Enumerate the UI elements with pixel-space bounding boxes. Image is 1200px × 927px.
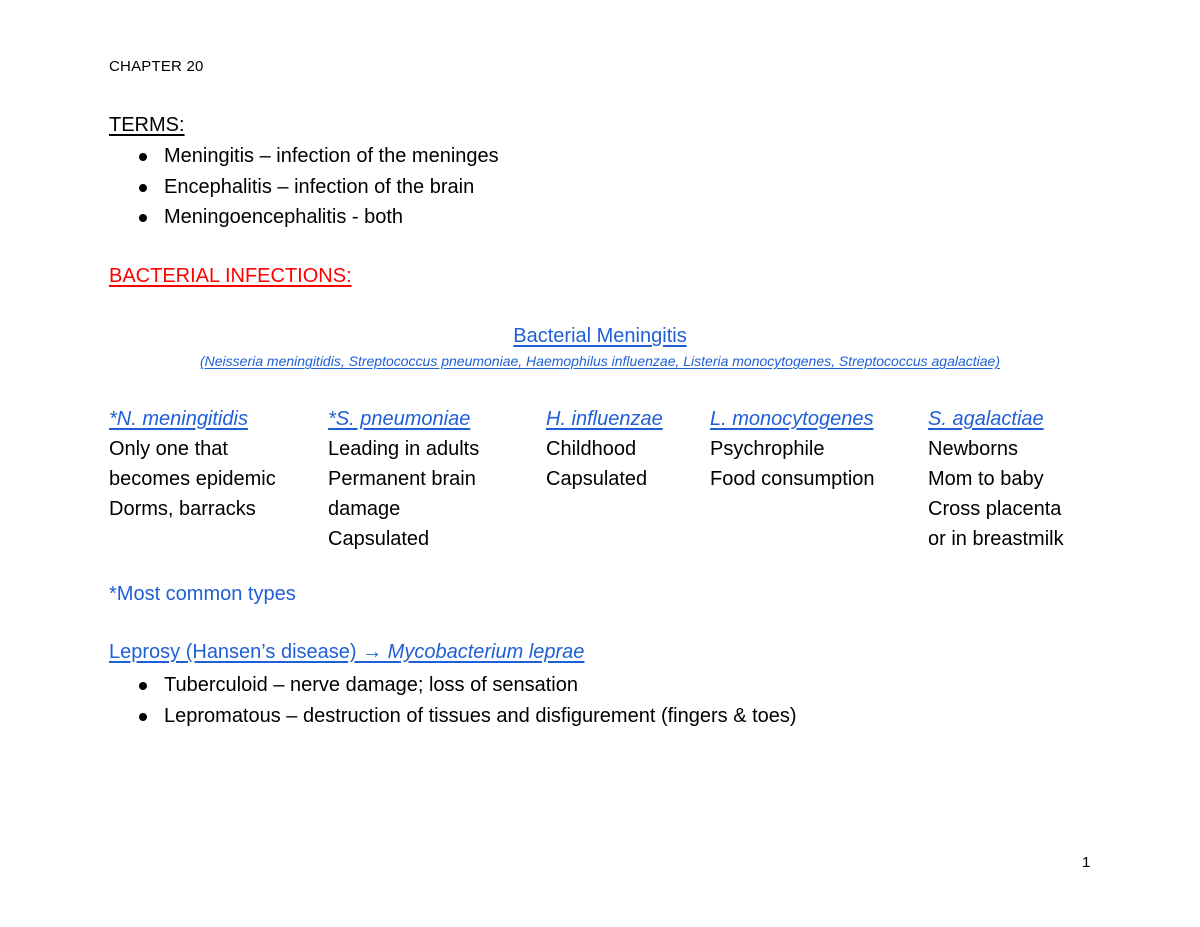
column-line: Dorms, barracks <box>109 498 256 520</box>
column-line: Capsulated <box>328 528 430 550</box>
list-item <box>136 141 499 172</box>
column-line: Mom to baby <box>928 468 1044 490</box>
terms-heading: TERMS: <box>109 114 185 136</box>
column-line: Capsulated <box>546 468 648 490</box>
term-text: Meningitis – infection of the meninges <box>164 145 499 167</box>
column-line: or in breastmilk <box>928 528 1064 550</box>
column-line: Cross placenta <box>928 498 1062 520</box>
organism-column-l-monocytogenes <box>710 404 875 494</box>
arrow-right-icon: → <box>362 641 383 663</box>
term-text: Meningoencephalitis - both <box>164 206 404 228</box>
organism-column-s-pneumoniae <box>328 404 479 554</box>
most-common-note: *Most common types <box>109 583 296 605</box>
organism-column-n-meningitidis <box>109 404 276 524</box>
column-line: Permanent brain <box>328 468 476 490</box>
column-line: Only one that <box>109 438 228 460</box>
leprosy-item-text: Tuberculoid – nerve damage; loss of sensation <box>164 674 578 696</box>
column-heading: H. influenzae <box>546 408 663 430</box>
leprosy-heading-text: Leprosy (Hansen’s disease) <box>109 641 363 663</box>
leprosy-heading <box>109 641 584 664</box>
terms-list <box>136 141 499 233</box>
column-heading: S. agalactiae <box>928 408 1044 430</box>
organism-column-h-influenzae <box>546 404 663 494</box>
leprosy-item-text: Lepromatous – destruction of tissues and disfigurement (fingers & toes) <box>164 704 797 727</box>
column-line: Psychrophile <box>710 438 825 460</box>
column-line: Leading in adults <box>328 438 480 460</box>
leprosy-list <box>136 670 797 731</box>
bullet-icon <box>139 713 147 721</box>
column-line: becomes epidemic <box>109 468 276 490</box>
chapter-header: CHAPTER 20 <box>109 58 204 75</box>
column-line: Food consumption <box>710 468 875 490</box>
bacterial-meningitis-subtitle: (Neisseria meningitidis, Streptococcus pneumoniae, Haemophilus influenzae, Listeria monocytogenes, Streptococcus agalactiae) <box>200 353 1000 369</box>
bacterial-meningitis-title: Bacterial Meningitis <box>513 325 687 347</box>
list-item <box>136 701 797 732</box>
page-number: 1 <box>1082 854 1091 871</box>
bullet-icon <box>139 682 147 690</box>
bullet-icon <box>139 153 147 161</box>
bacterial-infections-heading: BACTERIAL INFECTIONS: <box>109 265 352 287</box>
bullet-icon <box>139 184 147 192</box>
list-item <box>136 172 499 203</box>
column-line: damage <box>328 498 401 520</box>
list-item <box>136 670 797 701</box>
bullet-icon <box>139 214 147 222</box>
column-line: Newborns <box>928 438 1019 460</box>
organism-column-s-agalactiae <box>928 404 1064 554</box>
term-text: Encephalitis – infection of the brain <box>164 175 475 198</box>
column-heading: L. monocytogenes <box>710 408 874 430</box>
column-heading: *S. pneumoniae <box>328 408 471 430</box>
column-heading: *N. meningitidis <box>109 408 248 430</box>
list-item <box>136 202 499 233</box>
leprosy-organism: Mycobacterium leprae <box>387 641 585 663</box>
column-line: Childhood <box>546 438 637 460</box>
